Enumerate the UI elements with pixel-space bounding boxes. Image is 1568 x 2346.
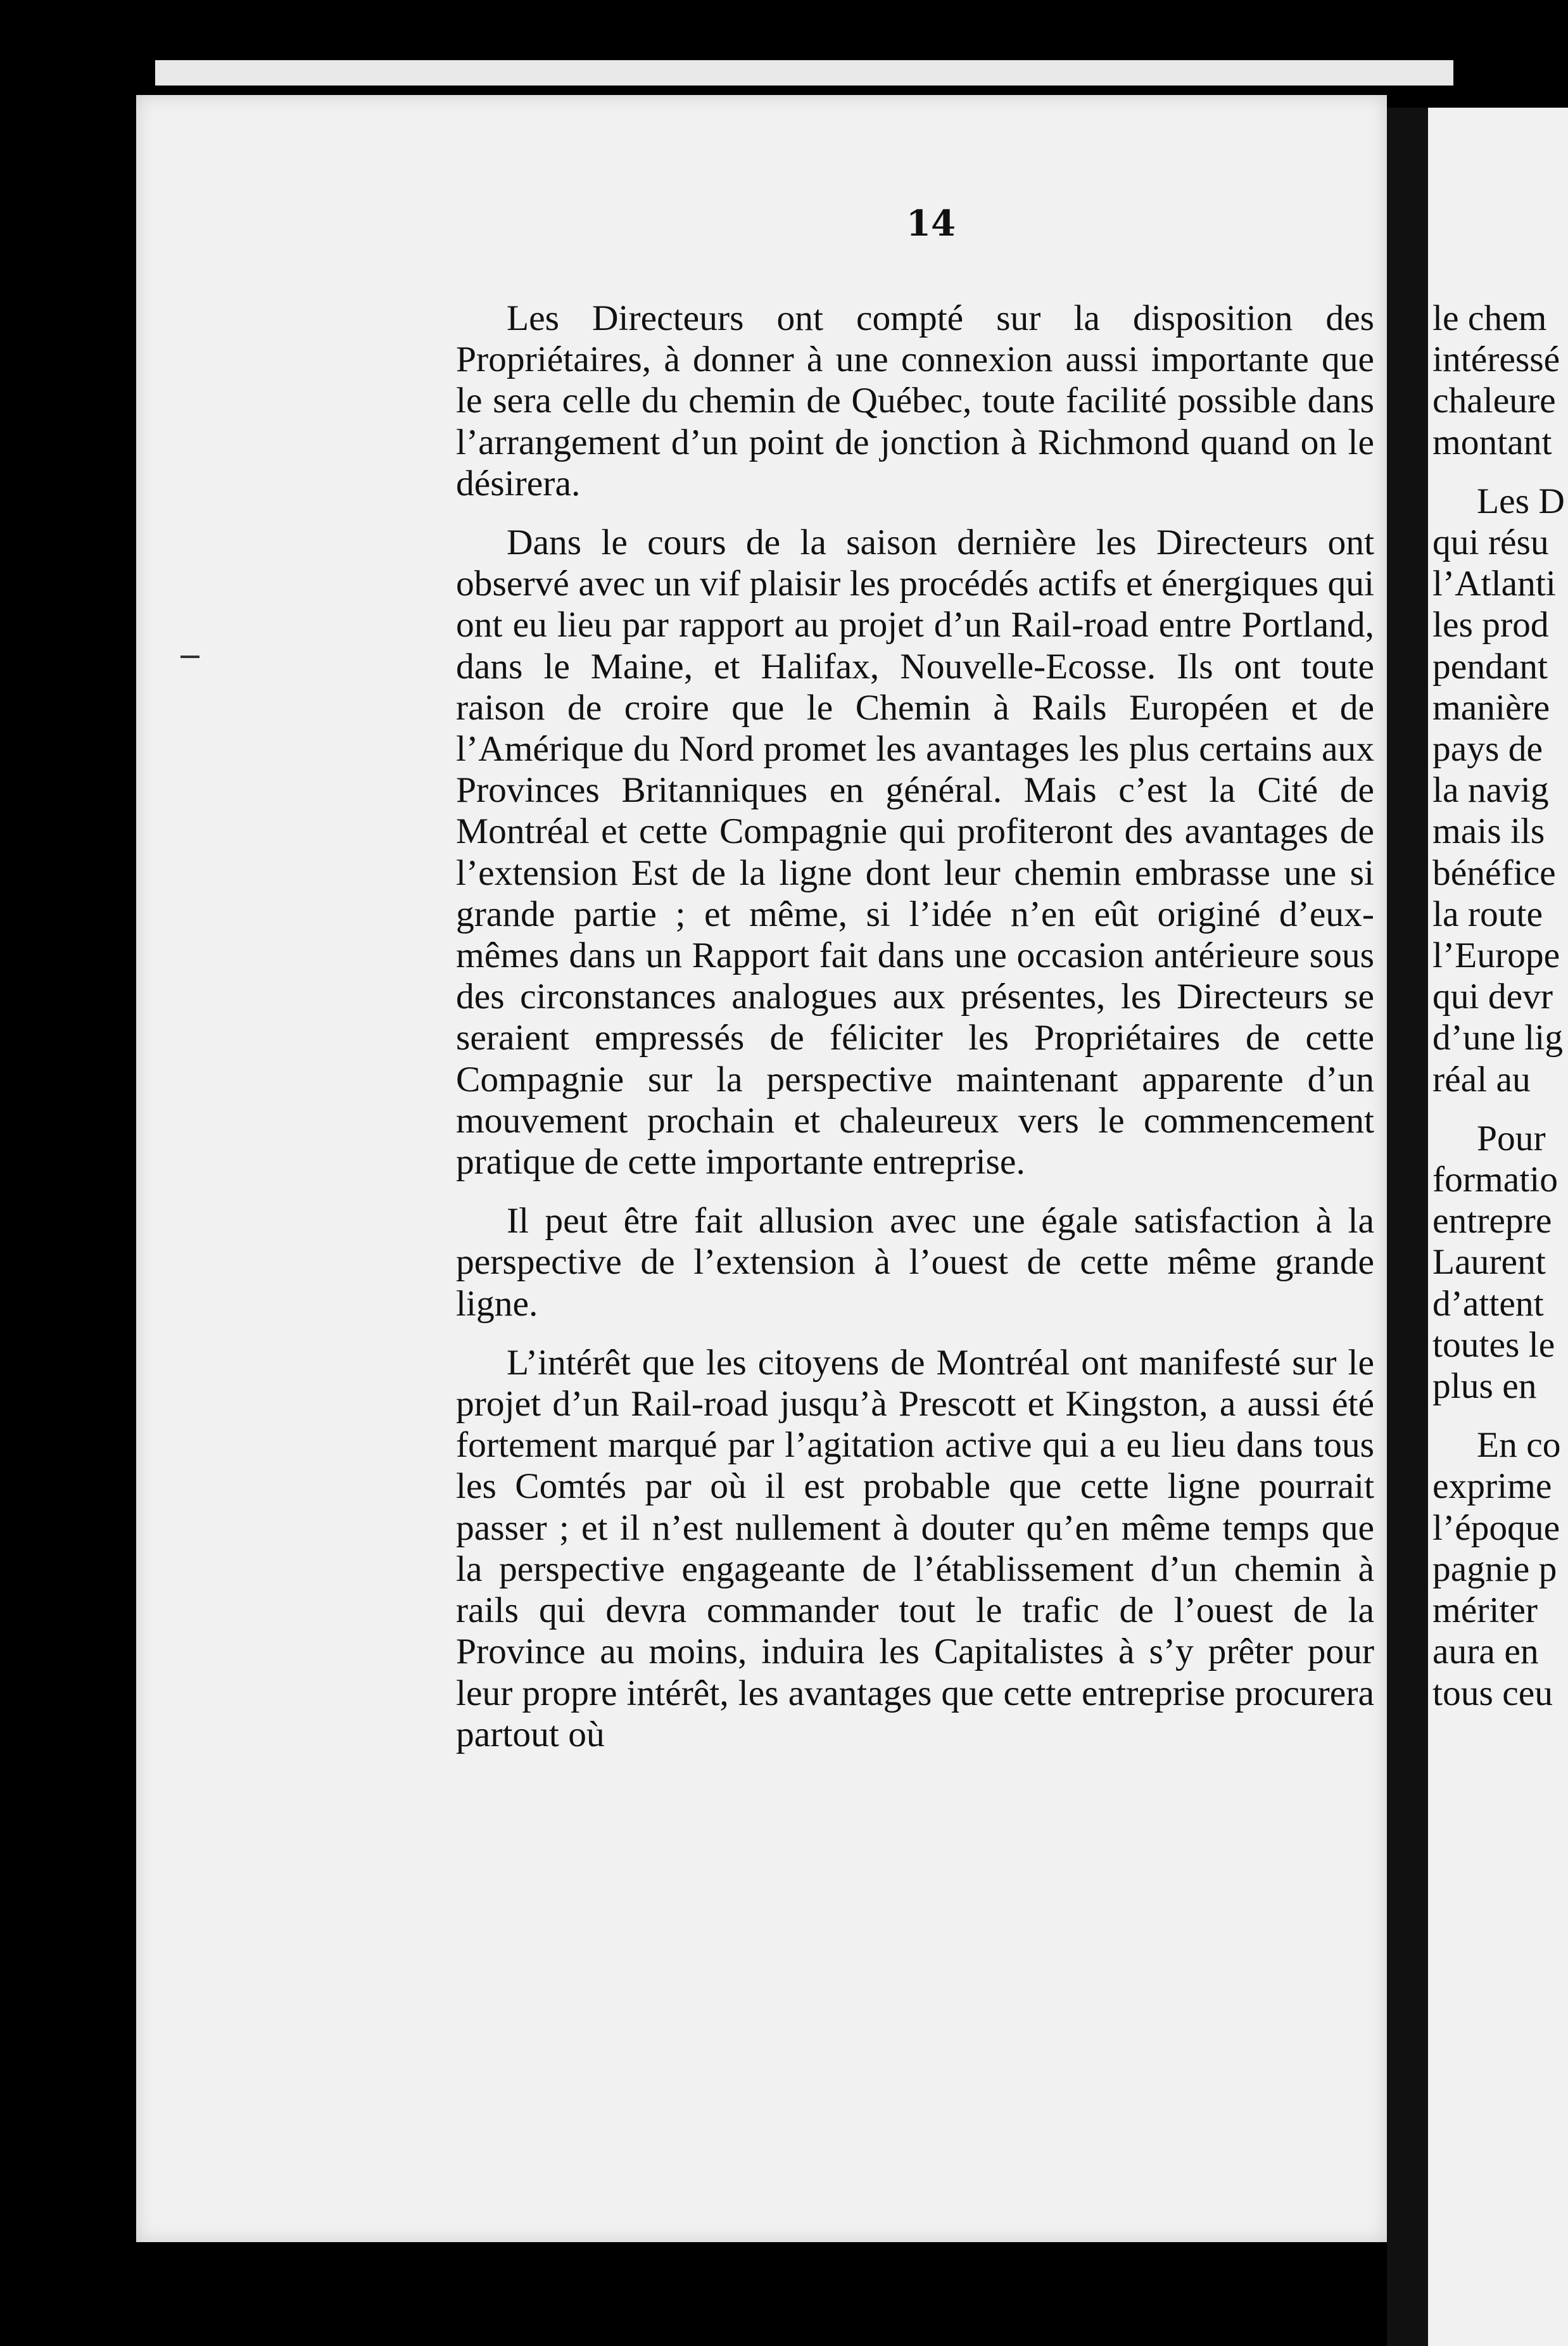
right-page-line: d’attent: [1432, 1283, 1544, 1324]
right-page-line: pagnie p: [1432, 1549, 1557, 1589]
right-page-paragraph: [1432, 1424, 1568, 1713]
right-page-line: Pour: [1477, 1118, 1546, 1158]
paragraph-1: Les Directeurs ont compté sur la disposition des Propriétaires, à donner à une connexion aussi importante que le sera celle du chemin de Québec, toute facilité possible dans l’arrangement d’un point de jonction à Richmond quand on le désirera.: [456, 298, 1374, 504]
right-page-line: les prod: [1432, 605, 1549, 645]
right-page-line: bénéfice: [1432, 853, 1556, 893]
right-page-line: mériter: [1432, 1590, 1538, 1631]
right-page-line: Laurent: [1432, 1242, 1546, 1283]
right-page-line: chaleure: [1432, 381, 1556, 421]
right-page-line: toutes le: [1432, 1324, 1555, 1365]
paragraph-4: L’intérêt que les citoyens de Montréal ont manifesté sur le projet d’un Rail-road jusqu’à Prescott et Kingston, a aussi été fortement marqué par l’agitation active qui a eu lieu dans tous les Comtés par où il est probable que cette ligne pourrait passer ; et il n’est nullement à douter qu’en même temps que la perspective engageante de l’établissement d’un chemin à rails qui devra commander tout le trafic de l’ouest de la Province au moins, induira les Capitalistes à s’y prêter pour leur propre intérêt, les avantages que cette entreprise procurera partout où: [456, 1342, 1374, 1754]
right-page-paragraph: [1432, 1118, 1568, 1407]
right-page-line: le chem: [1432, 298, 1547, 338]
right-page-line: plus en: [1432, 1366, 1537, 1407]
right-page-line: manière: [1432, 687, 1550, 728]
page-top-edge: [155, 60, 1453, 86]
right-page-line: la navig: [1432, 770, 1549, 811]
right-page-line: aura en: [1432, 1632, 1539, 1672]
right-page-line: intéressé: [1432, 339, 1560, 380]
right-page-line: l’époque: [1432, 1507, 1560, 1548]
margin-mark: [180, 656, 199, 658]
text-column: [456, 298, 1374, 1773]
right-page-line: montant: [1432, 422, 1552, 462]
right-page-line: la route: [1432, 894, 1543, 934]
right-page-line: Les D: [1477, 481, 1565, 521]
right-page-line: qui devr: [1432, 977, 1553, 1017]
book-gutter: [1387, 108, 1428, 2346]
paragraph-3: Il peut être fait allusion avec une égale satisfaction à la perspective de l’extension à l’ouest de cette même grande ligne.: [456, 1201, 1374, 1324]
paragraph-2: Dans le cours de la saison dernière les Directeurs ont observé avec un vif plaisir les procédés actifs et énergiques qui ont eu lieu par rapport au projet d’un Rail-road entre Portland, dans le Maine, et Halifax, Nouvelle-Ecosse. Ils ont toute raison de croire que le Chemin à Rails Européen et de l’Amérique du Nord promet les avantages les plus certains aux Provinces Britanniques en général. Mais c’est la Cité de Montréal et cette Compagnie qui profiteront des avantages de l’extension Est de la ligne dont leur chemin embrasse une si grande partie ; et même, si l’idée n’en eût originé d’eux-mêmes dans un Rapport fait dans une occasion antérieure sous des circonstances analogues aux présentes, les Directeurs se seraient empressés de féliciter les Propriétaires de cette Compagnie sur la perspective maintenant apparente d’un mouvement prochain et chaleureux vers le commencement pratique de cette importante entreprise.: [456, 523, 1374, 1183]
right-page-line: d’une lig: [1432, 1018, 1563, 1058]
right-page-paragraph: [1432, 481, 1568, 1100]
right-page-text: [1432, 298, 1568, 1732]
right-page-line: l’Atlanti: [1432, 564, 1556, 604]
right-page-line: En co: [1477, 1425, 1561, 1466]
right-page-line: formatio: [1432, 1160, 1558, 1200]
right-page-line: réal au: [1432, 1059, 1531, 1100]
right-page-line: qui résu: [1432, 523, 1549, 563]
right-page-line: entrepre: [1432, 1201, 1552, 1241]
right-page-line: tous ceu: [1432, 1673, 1553, 1713]
right-page-line: exprime: [1432, 1466, 1552, 1507]
right-page-line: l’Europe: [1432, 935, 1560, 976]
right-page-line: mais ils: [1432, 811, 1545, 852]
right-page-line: pays de: [1432, 729, 1543, 770]
right-page-line: pendant: [1432, 646, 1548, 687]
right-page-paragraph: [1432, 298, 1568, 463]
page-number: 14: [906, 203, 956, 244]
